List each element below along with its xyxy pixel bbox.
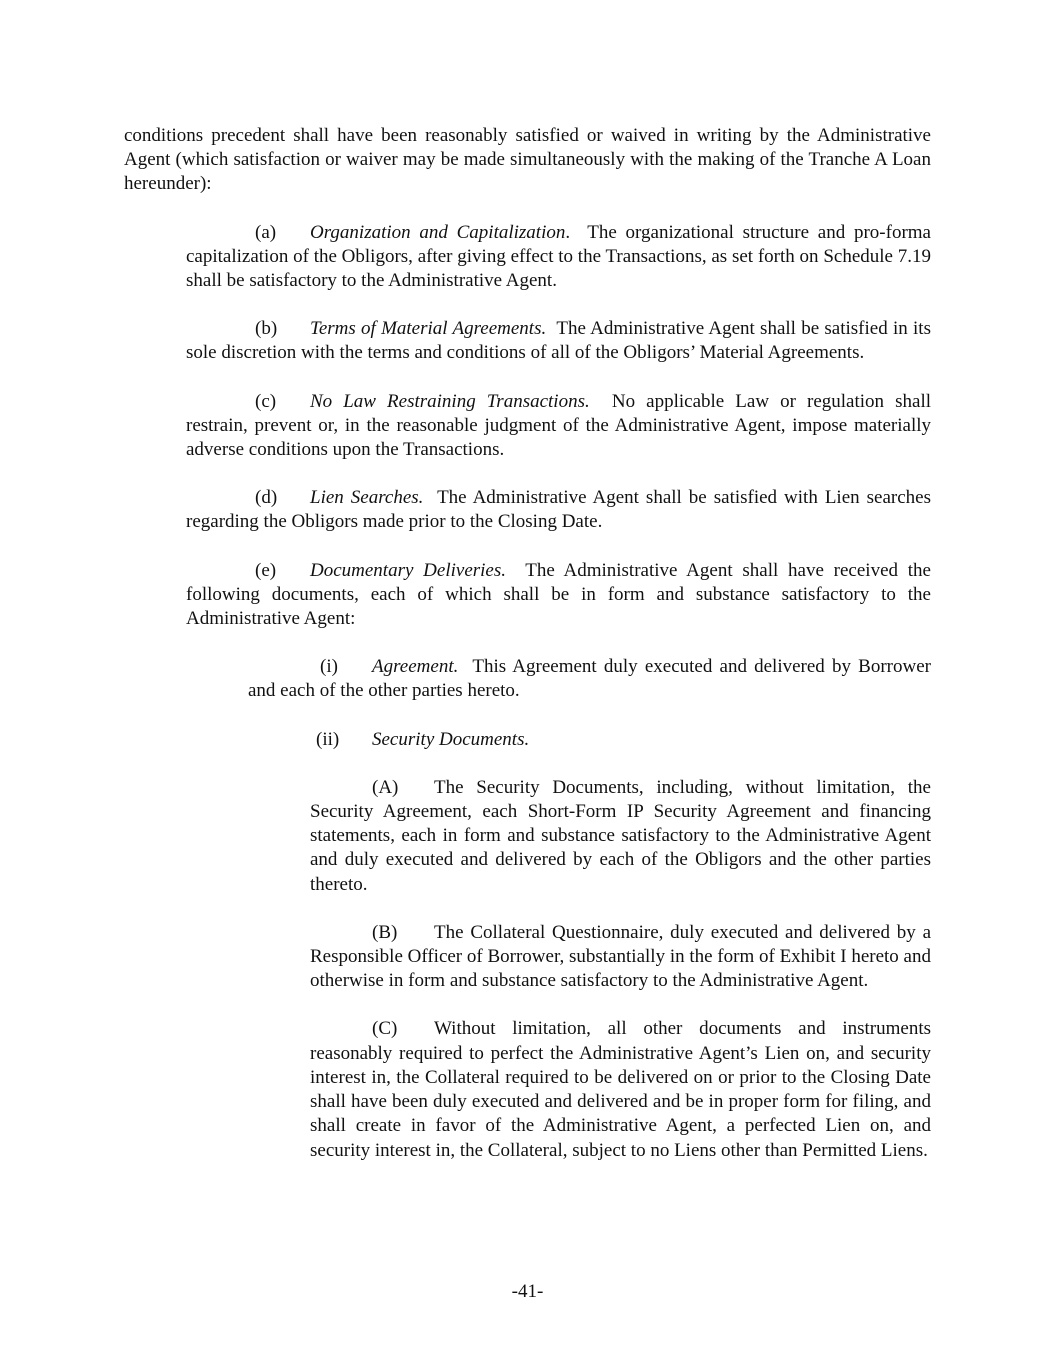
clause-label: (b) [255, 318, 278, 340]
clause-body: The Administrative Agent shall be satisfied in its sole discretion with the terms and conditions of all of the Obligors’ Material Agreements. [186, 318, 931, 364]
clause-heading: Terms of Material Agreements. [310, 318, 547, 340]
subclause-heading: Security Documents. [372, 728, 530, 750]
clause-body: No applicable Law or regulation shall restrain, prevent or, in the reasonable judgment of the Administrative Agent, impose materially adverse conditions upon the Transactions. [186, 390, 932, 461]
clause-body: The Administrative Agent shall be satisfied with Lien searches regarding the Obligors made prior to the Closing Date. [186, 487, 931, 533]
clause-body: The organizational structure and pro-forma capitalization of the Obligors, after giving effect to the Transactions, as set forth on Schedule 7.19 shall be satisfactory to the Administrative Agent. [186, 221, 931, 292]
clause-label: (e) [255, 559, 277, 581]
subclause-ii [310, 728, 931, 752]
clause-label: (a) [255, 221, 277, 243]
item-body: Without limitation, all other documents and instruments reasonably required to perfect the Administrative Agent’s Lien on, and security interest in, the Collateral required to be delivered on or prior to the Closing Date shall have been duly executed and delivered and be in proper form for filing, and shall create in favor of the Administrative Agent, a perfected Lien on, and security interest in, the Collateral, subject to no Liens other than Permitted Liens. [310, 1018, 931, 1161]
item-label: (C) [372, 1018, 398, 1040]
clause-heading-punct: . [565, 221, 571, 243]
clause-e [186, 559, 931, 632]
item-body: The Collateral Questionnaire, duly executed and delivered by a Responsible Officer of Borrower, substantially in the form of Exhibit I hereto and otherwise in form and substance satisfactory to the Administrative Agent. [310, 921, 931, 992]
clause-body: The Administrative Agent shall have received the following documents, each of which shall be in form and substance satisfactory to the Administrative Agent: [186, 559, 931, 630]
clause-b [186, 317, 931, 365]
clause-label: (d) [255, 487, 278, 509]
item-label: (A) [372, 776, 399, 798]
clause-d [186, 486, 931, 534]
item-body: The Security Documents, including, without limitation, the Security Agreement, each Short-Form IP Security Agreement and financing statements, each in form and substance satisfactory to the Administrative Agent and duly executed and delivered by each of the Obligors and the other parties thereto. [310, 776, 931, 895]
subclause-body: This Agreement duly executed and delivered by Borrower and each of the other parties hereto. [248, 656, 931, 702]
item-A [310, 776, 931, 897]
document-page [124, 124, 931, 1187]
clause-heading: Lien Searches. [310, 487, 424, 509]
clause-heading: Organization and Capitalization [310, 221, 566, 243]
clause-heading: Documentary Deliveries. [310, 559, 507, 581]
subclause-i [248, 655, 931, 703]
intro-paragraph: conditions precedent shall have been reasonably satisfied or waived in writing by the Administrative Agent (which satisfaction or waiver may be made simultaneously with the making of the Tranche A Loan hereunder): [124, 125, 931, 195]
clause-c [186, 390, 931, 463]
clause-a [186, 221, 931, 294]
item-label: (B) [372, 921, 398, 943]
subclause-heading: Agreement. [372, 656, 459, 678]
item-B [310, 921, 931, 994]
clause-heading: No Law Restraining Transactions. [310, 390, 590, 412]
page-number: -41- [511, 1281, 544, 1302]
subclause-label: (i) [320, 656, 338, 678]
clause-label: (c) [255, 390, 277, 412]
subclause-label: (ii) [316, 728, 340, 750]
item-C [310, 1017, 931, 1162]
